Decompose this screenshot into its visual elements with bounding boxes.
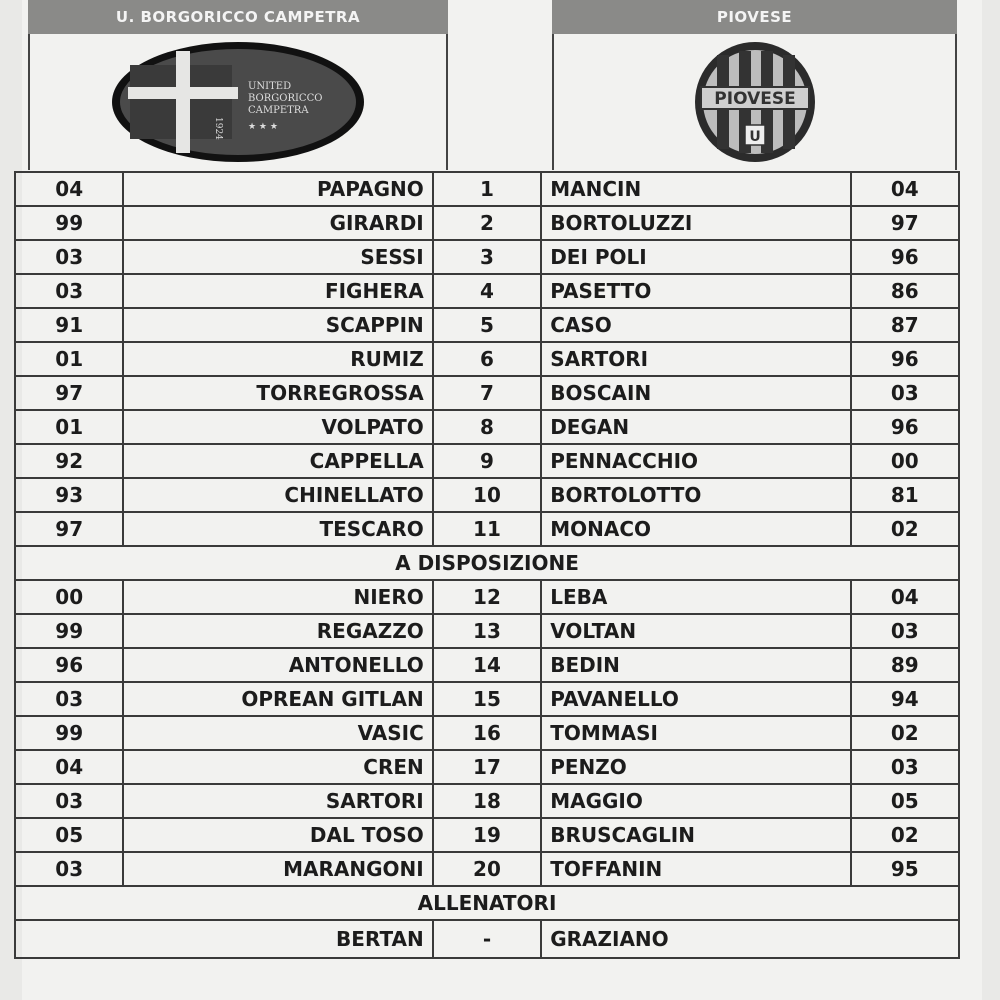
home-player-name: CAPPELLA	[123, 444, 432, 478]
away-player-name: BORTOLOTTO	[541, 478, 850, 512]
away-player-year: 94	[851, 682, 960, 716]
home-player-name: REGAZZO	[123, 614, 432, 648]
home-player-year: 04	[15, 172, 123, 206]
away-player-name: BORTOLUZZI	[541, 206, 850, 240]
away-player-name: PASETTO	[541, 274, 850, 308]
away-player-name: VOLTAN	[541, 614, 850, 648]
away-player-name: BOSCAIN	[541, 376, 850, 410]
home-player-name: RUMIZ	[123, 342, 432, 376]
player-row	[15, 478, 959, 512]
home-player-year: 00	[15, 580, 123, 614]
home-player-year: 03	[15, 784, 123, 818]
bench-section	[15, 580, 959, 886]
player-row	[15, 172, 959, 206]
away-player-year: 81	[851, 478, 960, 512]
away-player-year: 89	[851, 648, 960, 682]
away-player-year: 87	[851, 308, 960, 342]
home-logo-panel	[28, 34, 448, 170]
away-player-name: MAGGIO	[541, 784, 850, 818]
svg-text:CAMPETRA: CAMPETRA	[248, 105, 309, 116]
home-player-year: 99	[15, 614, 123, 648]
away-player-year: 03	[851, 614, 960, 648]
away-player-name: SARTORI	[541, 342, 850, 376]
away-player-year: 96	[851, 410, 960, 444]
home-player-year: 99	[15, 716, 123, 750]
shirt-number: 4	[433, 274, 541, 308]
home-coach: BERTAN	[15, 920, 433, 958]
home-team-logo	[108, 39, 368, 165]
away-player-name: TOMMASI	[541, 716, 850, 750]
away-player-year: 04	[851, 580, 960, 614]
svg-text:U: U	[748, 129, 761, 145]
home-player-year: 03	[15, 274, 123, 308]
shirt-number: 14	[433, 648, 541, 682]
away-logo-panel	[552, 34, 957, 170]
away-logo-text: PIOVESE	[713, 89, 796, 109]
player-row	[15, 444, 959, 478]
home-player-year: 04	[15, 750, 123, 784]
player-row	[15, 716, 959, 750]
away-player-year: 97	[851, 206, 960, 240]
away-player-year: 86	[851, 274, 960, 308]
player-row	[15, 648, 959, 682]
player-row	[15, 784, 959, 818]
home-player-year: 01	[15, 342, 123, 376]
away-player-name: CASO	[541, 308, 850, 342]
home-player-name: ANTONELLO	[123, 648, 432, 682]
away-player-year: 03	[851, 750, 960, 784]
player-row	[15, 308, 959, 342]
bench-title: A DISPOSIZIONE	[15, 546, 959, 580]
away-player-name: DEGAN	[541, 410, 850, 444]
shirt-number: 8	[433, 410, 541, 444]
home-logo-year: 1924	[213, 117, 223, 140]
home-player-name: NIERO	[123, 580, 432, 614]
home-player-name: GIRARDI	[123, 206, 432, 240]
away-player-name: MANCIN	[541, 172, 850, 206]
home-player-year: 91	[15, 308, 123, 342]
away-player-year: 96	[851, 240, 960, 274]
coach-separator: -	[433, 920, 541, 958]
lineup-table	[14, 171, 960, 959]
svg-text:UNITED: UNITED	[248, 81, 292, 92]
player-row	[15, 410, 959, 444]
away-player-year: 02	[851, 512, 960, 546]
shirt-number: 18	[433, 784, 541, 818]
player-row	[15, 342, 959, 376]
shirt-number: 5	[433, 308, 541, 342]
player-row	[15, 614, 959, 648]
player-row	[15, 512, 959, 546]
shirt-number: 6	[433, 342, 541, 376]
shirt-number: 19	[433, 818, 541, 852]
home-player-year: 99	[15, 206, 123, 240]
player-row	[15, 818, 959, 852]
shirt-number: 12	[433, 580, 541, 614]
home-player-name: TORREGROSSA	[123, 376, 432, 410]
away-player-year: 00	[851, 444, 960, 478]
away-player-name: PENNACCHIO	[541, 444, 850, 478]
away-player-year: 05	[851, 784, 960, 818]
home-player-name: TESCARO	[123, 512, 432, 546]
shirt-number: 15	[433, 682, 541, 716]
home-player-name: MARANGONI	[123, 852, 432, 886]
away-player-year: 95	[851, 852, 960, 886]
player-row	[15, 580, 959, 614]
player-row	[15, 376, 959, 410]
home-player-name: SARTORI	[123, 784, 432, 818]
shirt-number: 10	[433, 478, 541, 512]
home-team-name: U. BORGORICCO CAMPETRA	[28, 0, 448, 34]
shirt-number: 9	[433, 444, 541, 478]
home-player-name: CREN	[123, 750, 432, 784]
away-player-year: 96	[851, 342, 960, 376]
shirt-number: 13	[433, 614, 541, 648]
home-player-year: 05	[15, 818, 123, 852]
away-player-year: 02	[851, 818, 960, 852]
home-player-name: VASIC	[123, 716, 432, 750]
shirt-number: 20	[433, 852, 541, 886]
player-row	[15, 750, 959, 784]
svg-text:★ ★ ★: ★ ★ ★	[248, 122, 278, 132]
away-player-name: TOFFANIN	[541, 852, 850, 886]
home-player-name: SCAPPIN	[123, 308, 432, 342]
coaches-title: ALLENATORI	[15, 886, 959, 920]
away-team-name: PIOVESE	[552, 0, 957, 34]
home-player-name: FIGHERA	[123, 274, 432, 308]
home-player-year: 03	[15, 240, 123, 274]
starters-section	[15, 172, 959, 546]
away-player-name: BRUSCAGLIN	[541, 818, 850, 852]
shirt-number: 11	[433, 512, 541, 546]
player-row	[15, 274, 959, 308]
away-coach: GRAZIANO	[541, 920, 959, 958]
away-team-logo	[685, 39, 825, 165]
away-player-name: BEDIN	[541, 648, 850, 682]
player-row	[15, 240, 959, 274]
away-player-name: MONACO	[541, 512, 850, 546]
away-player-year: 04	[851, 172, 960, 206]
home-player-year: 03	[15, 682, 123, 716]
home-player-name: SESSI	[123, 240, 432, 274]
home-player-name: VOLPATO	[123, 410, 432, 444]
player-row	[15, 852, 959, 886]
bench-header-row	[15, 546, 959, 580]
home-player-name: PAPAGNO	[123, 172, 432, 206]
shirt-number: 2	[433, 206, 541, 240]
away-player-name: LEBA	[541, 580, 850, 614]
away-player-name: PAVANELLO	[541, 682, 850, 716]
away-player-year: 02	[851, 716, 960, 750]
home-player-year: 93	[15, 478, 123, 512]
shirt-number: 7	[433, 376, 541, 410]
home-player-year: 92	[15, 444, 123, 478]
shirt-number: 17	[433, 750, 541, 784]
player-row	[15, 682, 959, 716]
home-player-year: 97	[15, 376, 123, 410]
shirt-number: 1	[433, 172, 541, 206]
shirt-number: 16	[433, 716, 541, 750]
coaches-row	[15, 920, 959, 958]
home-player-year: 01	[15, 410, 123, 444]
home-player-year: 03	[15, 852, 123, 886]
away-player-year: 03	[851, 376, 960, 410]
player-row	[15, 206, 959, 240]
coaches-header-row	[15, 886, 959, 920]
home-player-year: 96	[15, 648, 123, 682]
shirt-number: 3	[433, 240, 541, 274]
home-player-name: CHINELLATO	[123, 478, 432, 512]
away-player-name: PENZO	[541, 750, 850, 784]
svg-text:BORGORICCO: BORGORICCO	[248, 93, 323, 104]
away-player-name: DEI POLI	[541, 240, 850, 274]
home-player-name: OPREAN GITLAN	[123, 682, 432, 716]
home-player-year: 97	[15, 512, 123, 546]
home-player-name: DAL TOSO	[123, 818, 432, 852]
